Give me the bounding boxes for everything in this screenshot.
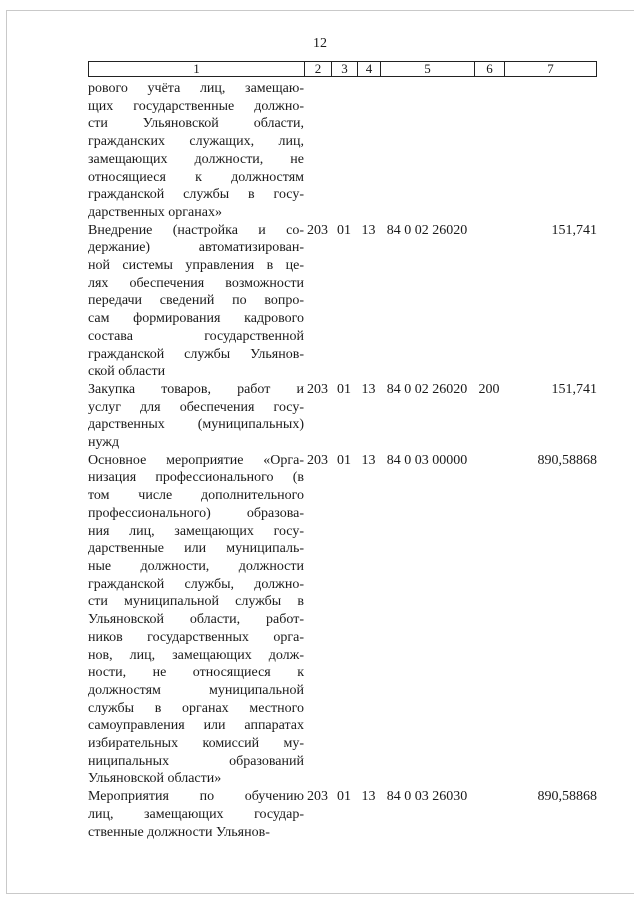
row-name-line: ные должности, должности [88,558,304,574]
amount-cell: 890,58868 [537,789,597,805]
row-name-line: ской области [88,364,166,380]
page-number: 12 [313,36,327,51]
column-header-3: 3 [332,62,358,76]
row-name-line: профессионального) образова- [88,505,304,521]
row-name-line: держание) автоматизирован- [88,240,304,256]
page-edge-left [6,10,7,894]
section-cell: 01 [337,452,351,468]
row-name-line: Ульяновской области, работ- [88,612,304,628]
row-name-line: щих государственные должно- [88,98,304,114]
row-name-line: низация профессионального (в [88,470,304,486]
budget-code-cell: 203 [307,222,328,238]
target-article-cell: 84 0 03 00000 [386,452,468,468]
column-header-6: 6 [475,62,505,76]
table-row [88,222,597,381]
row-name-line: дарственные или муниципаль- [88,541,304,557]
row-name-line: том числе дополнительного [88,488,304,504]
row-name-line: лях обеспечения возможности [88,275,304,291]
expense-type-cell: 200 [478,381,500,397]
row-name-line: ности, не относящиеся к [88,665,304,681]
row-name-line: рового учёта лиц, замещаю- [88,81,304,96]
subsection-cell: 13 [361,381,376,397]
table-body [88,80,597,841]
row-name-line: сти Ульяновской области, [88,116,304,132]
column-header-2: 2 [305,62,332,76]
amount-cell: 151,741 [551,381,597,397]
table-row [88,80,597,222]
table-header-row [88,61,597,77]
row-name-line: гражданских служащих, лиц, [88,134,304,150]
row-name-line: Мероприятия по обучению [88,789,304,805]
row-name-line: ниципальных образований [88,753,304,769]
target-article-cell: 84 0 02 26020 [386,222,468,238]
row-name-cell [88,788,304,841]
target-article-cell: 84 0 03 26030 [386,789,468,805]
row-name-line: передачи сведений по вопро- [88,293,304,309]
column-header-4: 4 [358,62,381,76]
row-name-line: Основное мероприятие «Орга- [88,452,304,468]
row-name-line: Ульяновской области» [88,771,222,787]
row-name-cell [88,452,304,788]
row-name-line: гражданской службы в госу- [88,187,304,203]
table-row [88,788,597,841]
row-name-line: нов, лиц, замещающих долж- [88,647,304,663]
row-name-line: замещающих должности, не [88,151,304,167]
subsection-cell: 13 [361,452,376,468]
row-name-line: относящиеся к должностям [88,169,304,185]
row-name-line: ников государственных орга- [88,629,304,645]
table-row [88,452,597,788]
column-header-7: 7 [547,61,554,76]
amount-cell: 151,741 [551,222,597,238]
row-name-line: избирательных комиссий му- [88,736,304,752]
row-name-line: гражданской службы Ульянов- [88,346,304,362]
page-edge-bottom [6,893,634,894]
row-name-line: сам формирования кадрового [88,311,304,327]
budget-code-cell: 203 [307,381,328,397]
row-name-line: лиц, замещающих государ- [88,806,304,822]
row-name-line: гражданской службы, должно- [88,576,304,592]
subsection-cell: 13 [361,789,376,805]
subsection-cell: 13 [361,222,376,238]
budget-code-cell: 203 [307,452,328,468]
amount-cell: 890,58868 [537,452,597,468]
table-row [88,381,597,452]
row-name-cell [88,381,304,452]
row-name-cell [88,80,304,222]
section-cell: 01 [337,789,351,805]
section-cell: 01 [337,222,351,238]
row-name-line: должностям муниципальной [88,682,304,698]
row-name-line: дарственных органах» [88,204,222,220]
row-name-line: службы в органах местного [88,700,304,716]
row-name-line: самоуправления или аппаратах [88,718,304,734]
budget-code-cell: 203 [307,789,328,805]
row-name-line: состава государственной [88,328,304,344]
row-name-line: ния лиц, замещающих госу- [88,523,304,539]
row-name-line: услуг для обеспечения госу- [88,399,304,415]
row-name-line: ственные должности Ульянов- [88,824,270,840]
row-name-line: нужд [88,435,120,451]
page-edge-top [6,10,634,11]
column-header-1: 1 [89,62,305,76]
section-cell: 01 [337,381,351,397]
row-name-line: сти муниципальной службы в [88,594,304,610]
target-article-cell: 84 0 02 26020 [386,381,468,397]
row-name-line: Закупка товаров, работ и [88,381,304,397]
row-name-cell [88,222,304,381]
row-name-line: дарственных (муниципальных) [88,417,304,433]
row-name-line: ной системы управления в це- [88,258,304,274]
column-header-5: 5 [381,62,475,76]
row-name-line: Внедрение (настройка и со- [88,222,304,238]
